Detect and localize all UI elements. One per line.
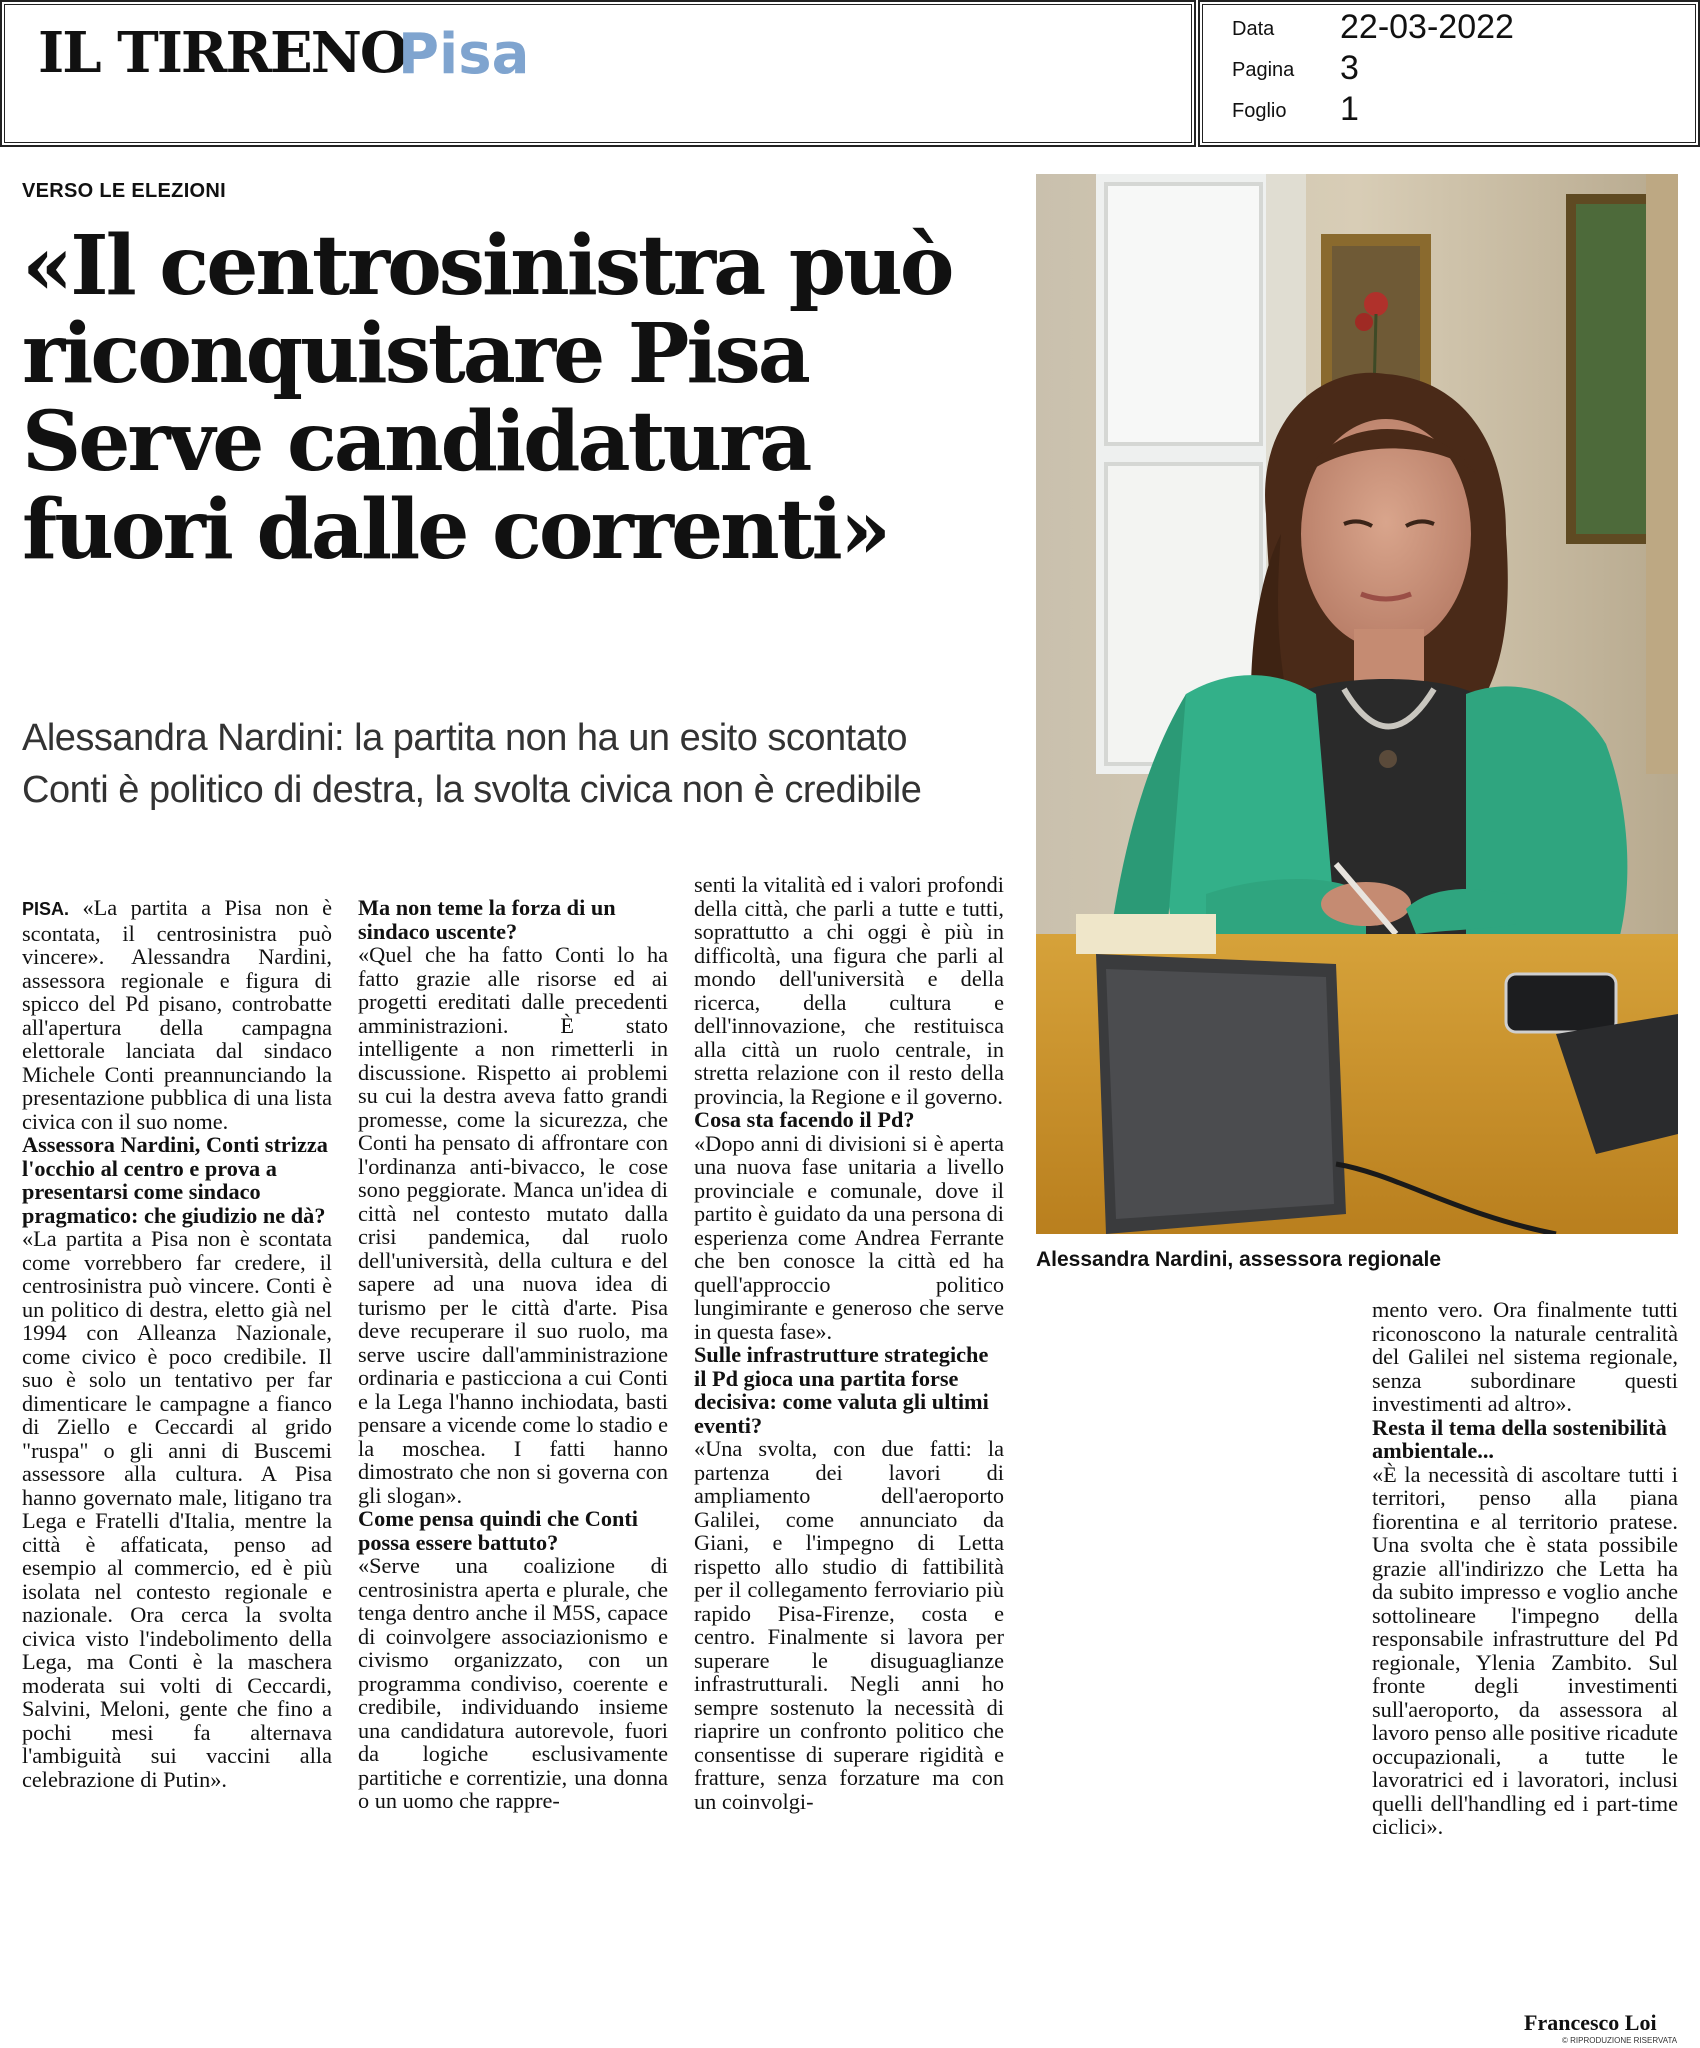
headline-line: «Il centrosinistra può	[22, 218, 952, 314]
copyright-notice: © RIPRODUZIONE RISERVATA	[1562, 2036, 1678, 2045]
headline-line: riconquistare Pisa	[22, 306, 808, 402]
interview-question: Sulle infrastrutture strategiche il Pd gioca una partita forse decisiva: come valuta gli ultimi eventi?	[694, 1342, 989, 1438]
interview-question: Come pensa quindi che Conti possa essere battuto?	[358, 1506, 638, 1555]
article-column-4	[1372, 1298, 1678, 1839]
interview-question: Cosa sta facendo il Pd?	[694, 1107, 915, 1132]
meta-date-label: Data	[1232, 18, 1275, 40]
interview-question: Ma non teme la forza di un sindaco uscente?	[358, 895, 616, 944]
interview-question: Assessora Nardini, Conti strizza l'occhio al centro e prova a presentarsi come sindaco pragmatico: che giudizio ne dà?	[22, 1132, 328, 1228]
article-column-3	[694, 873, 1004, 1813]
interview-answer: senti la vitalità ed i valori profondi della città, che parli a tutte e tutti, soprattutto a chi oggi è più in difficoltà, una figura che parli al mondo dell'università e della ricerca, della cultura e dell'innovazione, che restituisca alla città un ruolo centrale, in stretta relazione con il resto della provincia, la Regione e il governo.	[694, 872, 1004, 1109]
meta-sheet-label: Foglio	[1232, 100, 1287, 122]
interview-answer: «Una svolta, con due fatti: la partenza dei lavori di ampliamento dell'aeroporto Galilei, come annunciato da Giani, e l'impegno di Letta rispetto allo studio di fattibilità per il collegamento ferroviario più rapido Pisa-Firenze, costa e centro. Finalmente si lavora per superare le disuguaglianze infrastrutturali. Negli anni ho sempre sostenuto la necessità di riaprire un confronto politico che consentisse di superare rigidità e fratture, senza forzature ma con un coinvolgi-	[694, 1436, 1004, 1814]
article-photo	[1036, 174, 1678, 1234]
photo-caption: Alessandra Nardini, assessora regionale	[1036, 1248, 1442, 1271]
interview-answer: «È la necessità di ascoltare tutti i territori, penso alla piana fiorentina e al territorio pratese. Una svolta che è stata possibile grazie all'indirizzo che Letta ha da subito impresso e voglio anche sottolineare l'impegno della responsabile infrastrutture del Pd regionale, Ylenia Zambito. Sul fronte degli investimenti sull'aeroporto, da assessora al lavoro penso alle positive ricadute occupazionali, a tutte le lavoratrici ed i lavoratori, inclusi quelli dell'handling ed i part-time ciclici».	[1372, 1461, 1678, 1839]
interview-answer: «Dopo anni di divisioni si è aperta una nuova fase unitaria a livello provinciale e comunale, dove il partito è guidato da una persona di esperienza come Andrea Ferrante che ben conosce la città ed ha quell'approccio politico lungimirante e generoso che serve in questa fase».	[694, 1130, 1004, 1344]
article-headline	[22, 218, 1032, 578]
interview-answer: «Quel che ha fatto Conti lo ha fatto grazie alle risorse ed ai progetti ereditati dalle precedenti amministrazioni. È stato intelligente a non rimetterli in discussione. Rispetto ai problemi su cui la destra aveva fatto grandi promesse, come la sicurezza, che Conti ha pensato di affrontare con l'ordinanza anti-bivacco, le cose sono peggiorate. Manca un'idea di città nel contesto mutato dalla crisi pandemica, dal ruolo dell'università, della cultura e del sapere ad una nuova idea di turismo per le città d'arte. Pisa deve recuperare il suo ruolo, ma serve uscire dall'amministrazione ordinaria e pasticciona a cui Conti e la Lega l'hanno inchiodata, basti pensare a vicende come lo stadio e la moschea. I fatti hanno dimostrato che non si governa con gli slogan».	[358, 942, 668, 1508]
interview-answer: «Serve una coalizione di centrosinistra aperta e plurale, che tenga dentro anche il M5S, capace di coinvolgere associazionismo e civismo organizzato, con un programma condiviso, coerente e credibile, individuando insieme una candidatura autorevole, fuori da logiche esclusivamente partitiche e correntizie, una donna o un uomo che rappre-	[358, 1553, 668, 1813]
edition-name: Pisa	[398, 22, 530, 87]
paragraph	[22, 896, 332, 1133]
meta-sheet-value: 1	[1340, 90, 1359, 128]
newspaper-masthead: IL TIRRENO	[38, 20, 407, 86]
headline-line: fuori dalle correnti»	[22, 482, 889, 578]
article-column-1	[22, 896, 332, 1791]
interview-question: Resta il tema della sostenibilità ambientale...	[1372, 1414, 1667, 1463]
meta-page-label: Pagina	[1232, 59, 1295, 81]
meta-page-value: 3	[1340, 49, 1359, 87]
dateline: PISA.	[22, 899, 70, 919]
interview-answer: «La partita a Pisa non è scontata come vorrebbero far credere, il centrosinistra può vincere. Conti è un politico di destra, eletto già nel 1994 con Alleanza Nazionale, come civico è poco credibile. Il suo è solo un tentativo per far dimenticare le campagne a fianco di Ziello e Ceccardi al grido "ruspa" o gli anni di Buscemi assessore alla cultura. A Pisa hanno governato male, litigano tra Lega e Fratelli d'Italia, mentre la città è affaticata, penso ad esempio al commercio, ed è più isolata nel contesto regionale e nazionale. Ora cerca la svolta civica visto l'indebolimento della Lega, ma Conti è la maschera moderata sui volti di Ceccardi, Salvini, Meloni, gente che fino a pochi mesi fa alternava l'ambiguità sui vaccini alla celebrazione di Putin».	[22, 1226, 332, 1792]
subhead-line: Alessandra Nardini: la partita non ha un esito scontato	[22, 717, 908, 759]
interview-answer: mento vero. Ora finalmente tutti riconoscono la naturale centralità del Galilei nel sistema regionale, senza subordinare questi investimenti ad altro».	[1372, 1297, 1678, 1416]
subhead-line: Conti è politico di destra, la svolta civica non è credibile	[22, 769, 922, 811]
author-byline: Francesco Loi	[1524, 2010, 1657, 2035]
intro-text: «La partita a Pisa non è scontata, il centrosinistra può vincere». Alessandra Nardini, assessora regionale e figura di spicco del Pd pisano, controbatte all'apertura della campagna elettorale lanciata dal sindaco Michele Conti preannunciando la presentazione pubblica di una lista civica con il suo nome.	[22, 895, 332, 1134]
headline-line: Serve candidatura	[22, 394, 810, 490]
article-kicker: VERSO LE ELEZIONI	[22, 180, 227, 202]
meta-date-value: 22-03-2022	[1340, 8, 1514, 46]
article-column-2	[358, 896, 668, 1813]
article-subhead	[22, 712, 1032, 816]
